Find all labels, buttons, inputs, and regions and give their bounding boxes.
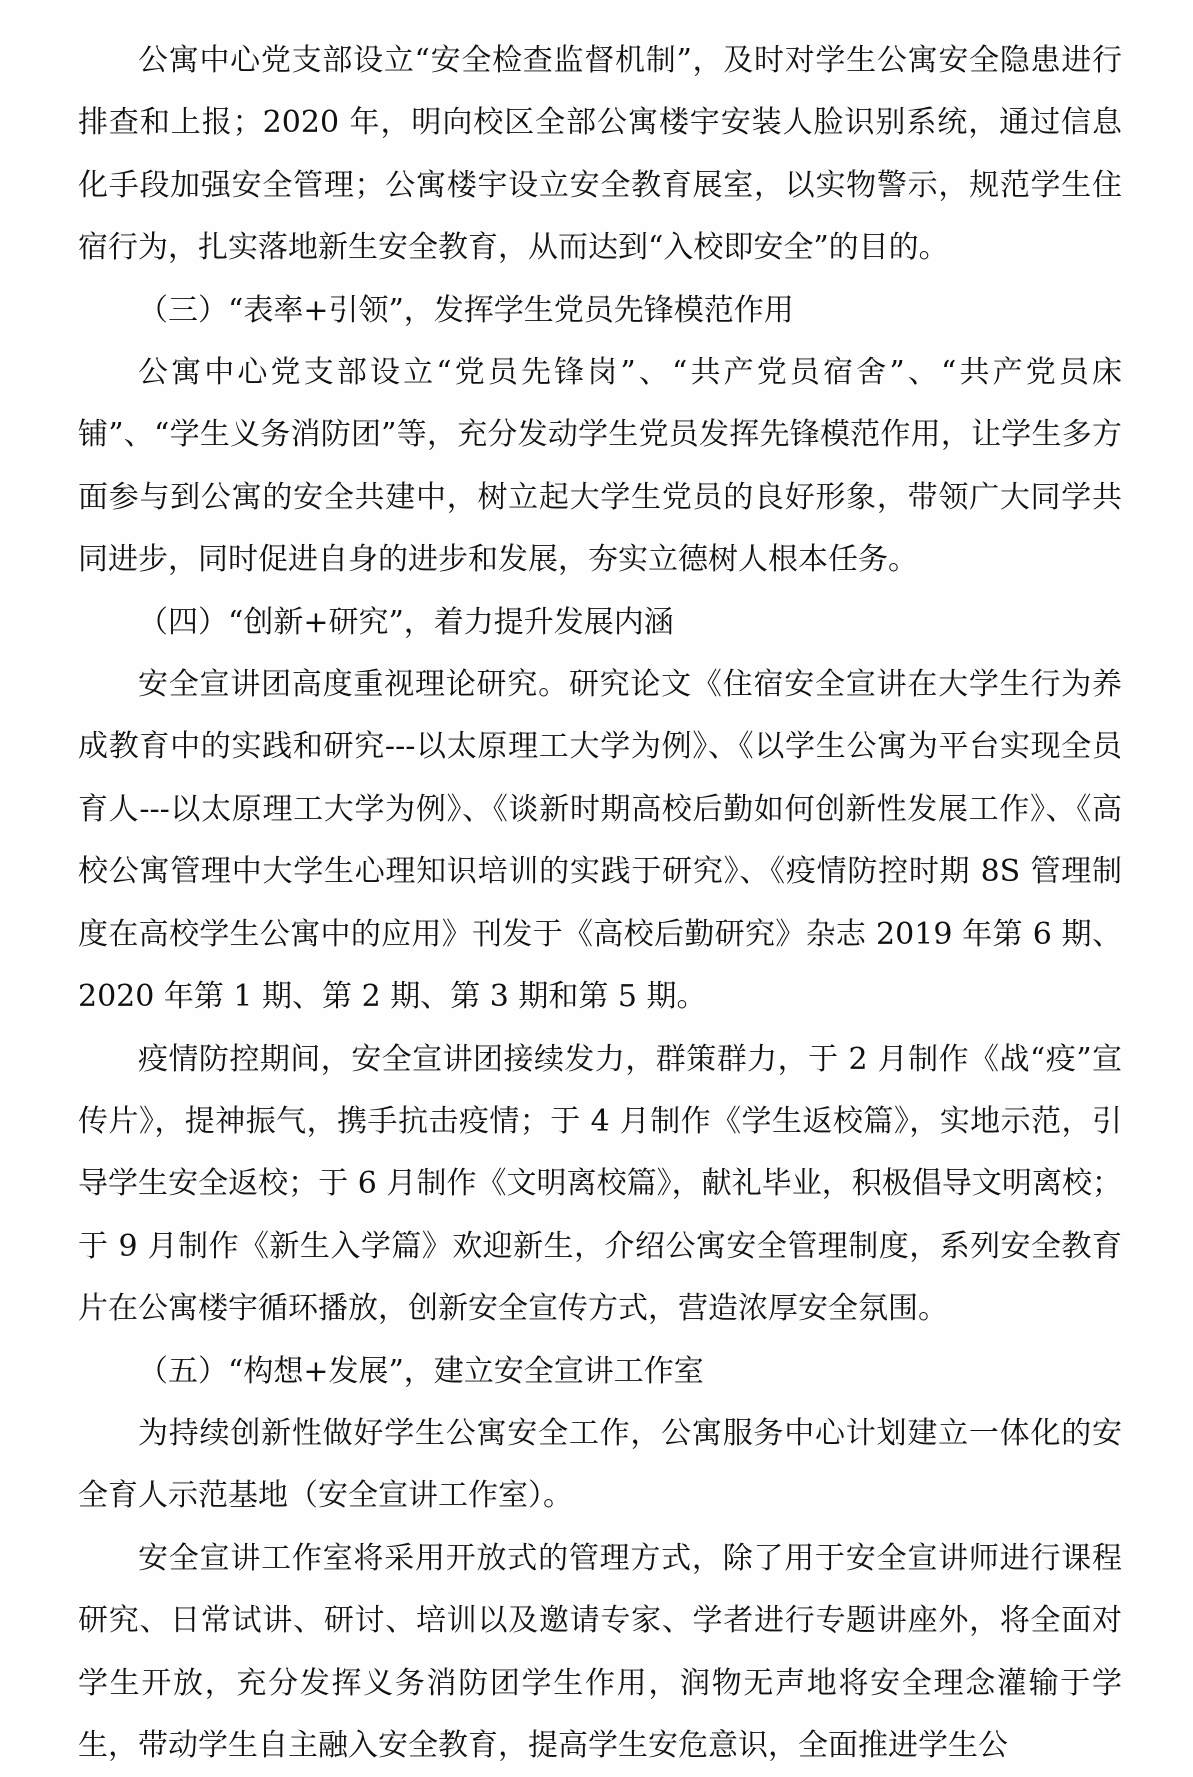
section-heading-4: （四）“创新+研究”，着力提升发展内涵 (138, 604, 674, 640)
paragraph-epidemic-prevention: 疫情防控期间，安全宣讲团接续发力，群策群力，于 2 月制作《战“疫”宣传片》，提神振气，携手抗击疫情；于 4 月制作《学生返校篇》，实地示范，引导学生安全返校；于 6 月制作《文明离校篇》，献礼毕业，积极倡导文明离校；于 9 月制作《新生入学篇》欢迎新生，介绍公寓安全管理制度，系列安全教育片在公寓楼宇循环播放，创新安全宣传方式，营造浓厚安全氛围。 (78, 1041, 1122, 1327)
paragraph-party-member-pioneer: 公寓中心党支部设立“党员先锋岗”、“共产党员宿舍”、“共产党员床铺”、“学生义务消防团”等，充分发动学生党员发挥先锋模范作用，让学生多方面参与到公寓的安全共建中，树立起大学生党员的良好形象，带领广大同学共同进步，同时促进自身的进步和发展，夯实立德树人根本任务。 (78, 355, 1122, 578)
document-body (78, 30, 1122, 1777)
section-heading-3: （三）“表率+引领”，发挥学生党员先锋模范作用 (138, 292, 794, 328)
paragraph-studio-management: 安全宣讲工作室将采用开放式的管理方式，除了用于安全宣讲师进行课程研究、日常试讲、研讨、培训以及邀请专家、学者进行专题讲座外，将全面对学生开放，充分发挥义务消防团学生作用，润物无声地将安全理念灌输于学生，带动学生自主融入安全教育，提高学生安危意识，全面推进学生公 (78, 1540, 1122, 1763)
paragraph-apartment-safety-inspection: 公寓中心党支部设立“安全检查监督机制”，及时对学生公寓安全隐患进行排查和上报；2020 年，明向校区全部公寓楼宇安装人脸识别系统，通过信息化手段加强安全管理；公寓楼宇设立安全教育展室，以实物警示，规范学生住宿行为，扎实落地新生安全教育，从而达到“入校即安全”的目的。 (78, 43, 1122, 266)
paragraph-theory-research: 安全宣讲团高度重视理论研究。研究论文《住宿安全宣讲在大学生行为养成教育中的实践和研究---以太原理工大学为例》、《以学生公寓为平台实现全员育人---以太原理工大学为例》、《谈新时期高校后勤如何创新性发展工作》、《高校公寓管理中大学生心理知识培训的实践于研究》、《疫情防控时期 8S 管理制度在高校学生公寓中的应用》刊发于《高校后勤研究》杂志 2019 年第 6 期、2020 年第 1 期、第 2 期、第 3 期和第 5 期。 (78, 667, 1122, 1015)
paragraph-demonstration-base: 为持续创新性做好学生公寓安全工作，公寓服务中心计划建立一体化的安全育人示范基地（安全宣讲工作室）。 (78, 1415, 1122, 1514)
section-heading-5: （五）“构想+发展”，建立安全宣讲工作室 (138, 1353, 704, 1389)
